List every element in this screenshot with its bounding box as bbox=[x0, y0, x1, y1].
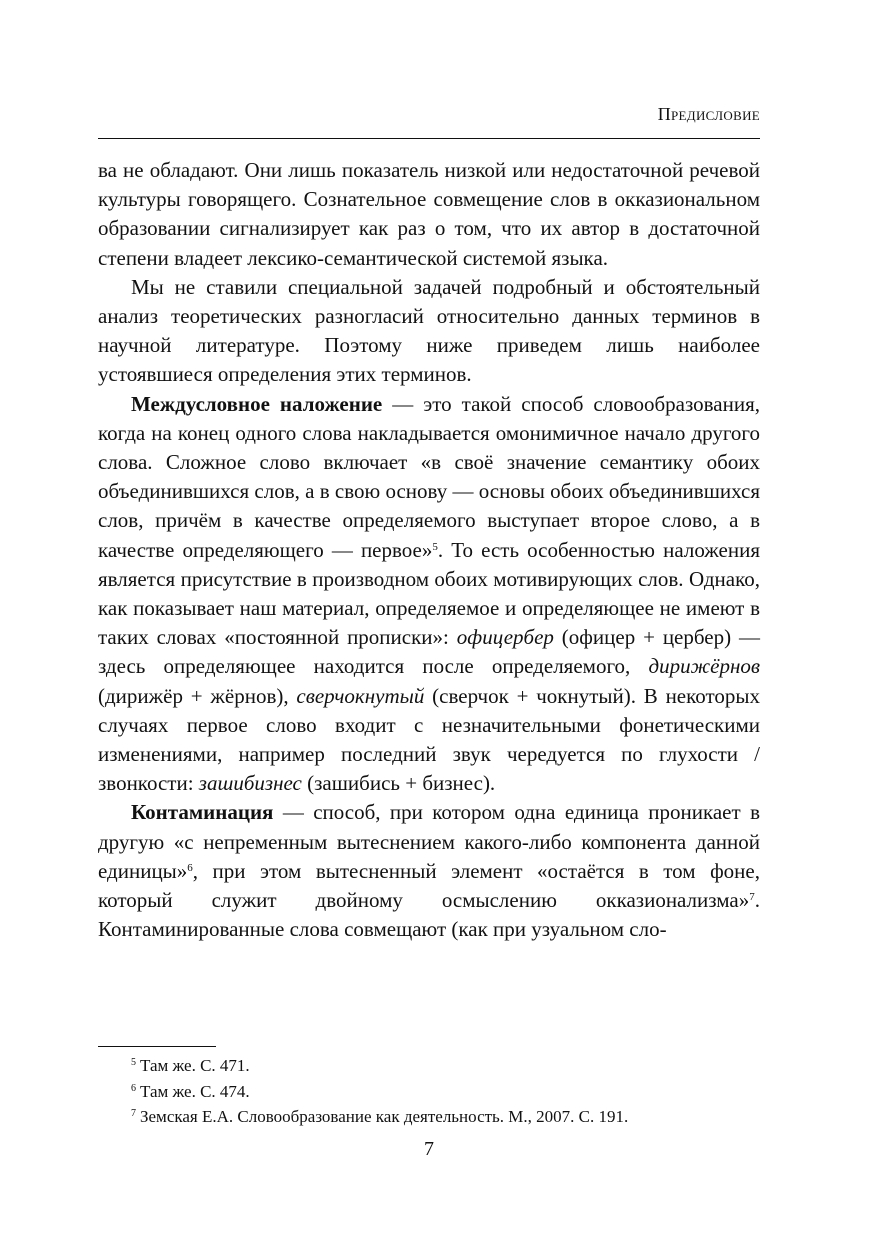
footnote-item bbox=[131, 1079, 760, 1105]
paragraph-text: . Контаминированные слова совмещают (как при узуальном сло- bbox=[98, 888, 760, 942]
term-overlap: Междусловное наложение bbox=[131, 391, 383, 416]
example-word: дирижёрнов bbox=[648, 654, 760, 679]
page-number: 7 bbox=[424, 1138, 434, 1160]
paragraph-text: — способ, при котором одна единица проникает в другую «с непременным вытеснением какого-либо компонента данной единицы» bbox=[98, 800, 760, 883]
footnote-ref-7[interactable]: 7 bbox=[749, 891, 755, 904]
footnote-number: 6 bbox=[131, 1082, 136, 1094]
paragraph-text: , при этом вытесненный элемент «остаётся в том фоне, который служит двойному осмыслению окказионализма» bbox=[98, 858, 760, 913]
term-contamination: Контаминация bbox=[131, 800, 274, 825]
paragraph-overlap-definition bbox=[98, 390, 760, 799]
paragraph-text: — это такой способ словообразования, когда на конец одного слова накладывается омонимичное начало другого слова. Сложное слово включает «в своё значение семантику обоих объединившихся слов, а в свою основу — основы обоих объединившихся слов, причём в качестве определяемого выступает второе слово, а в качестве определяющего — первое» bbox=[98, 391, 760, 562]
body-text bbox=[98, 156, 760, 944]
example-word: офицербер bbox=[456, 625, 554, 650]
footnote-text: Там же. С. 474. bbox=[140, 1081, 250, 1101]
paragraph-text: (офицер + цербер) — здесь определяющее находится после определяемого, bbox=[98, 625, 760, 679]
footnote-item bbox=[131, 1104, 760, 1130]
footnote-ref-6[interactable]: 6 bbox=[187, 861, 193, 874]
paragraph-text: (сверчок + чокнутый). В некоторых случаях первое слово входит с незначительными фонетическими изменениями, например последний звук чередуется по глухости / звонкости: bbox=[98, 683, 760, 796]
footnotes bbox=[131, 1053, 760, 1130]
example-word: сверчокнутый bbox=[296, 683, 425, 708]
footnote-text: Земская Е.А. Словообразование как деятельность. М., 2007. С. 191. bbox=[140, 1107, 629, 1126]
footnote-number: 5 bbox=[131, 1057, 136, 1068]
example-word: зашибизнес bbox=[198, 771, 302, 796]
footnote-rule bbox=[98, 1046, 216, 1047]
book-page bbox=[98, 0, 760, 1241]
footnote-ref-5[interactable]: 5 bbox=[432, 540, 438, 553]
paragraph-text: (зашибись + бизнес). bbox=[301, 771, 496, 796]
paragraph-text: ва не обладают. Они лишь показатель низкой или недостаточной речевой культуры говорящего. Сознательное совмещение слов в окказиональном образовании сигнализирует как раз о том, что их автор в достаточной степени владеет лексико-семантической системой языка. bbox=[98, 158, 760, 270]
paragraph-text: . То есть особенностью наложения является присутствие в производном обоих мотивирующих слов. Однако, как показывает наш материал, определяемое и определяющее не имеют в таких словах «постоянной прописки»: bbox=[98, 537, 760, 650]
paragraph-text: Мы не ставили специальной задачей подробный и обстоятельный анализ теоретических разногласий относительно данных терминов в научной литературе. Поэтому ниже приведем лишь наиболее устоявшиеся определения этих терминов. bbox=[98, 274, 760, 387]
footnote-number: 7 bbox=[131, 1108, 136, 1119]
footnote-item bbox=[131, 1053, 760, 1079]
paragraph-text: (дирижёр + жёрнов), bbox=[98, 683, 297, 708]
footnote-text: Там же. С. 471. bbox=[140, 1056, 250, 1075]
running-head: Предисловие bbox=[657, 104, 760, 124]
paragraph-intro bbox=[98, 273, 760, 390]
paragraph-continued bbox=[98, 156, 760, 273]
header-rule bbox=[98, 138, 760, 139]
paragraph-contamination-definition bbox=[98, 798, 760, 944]
